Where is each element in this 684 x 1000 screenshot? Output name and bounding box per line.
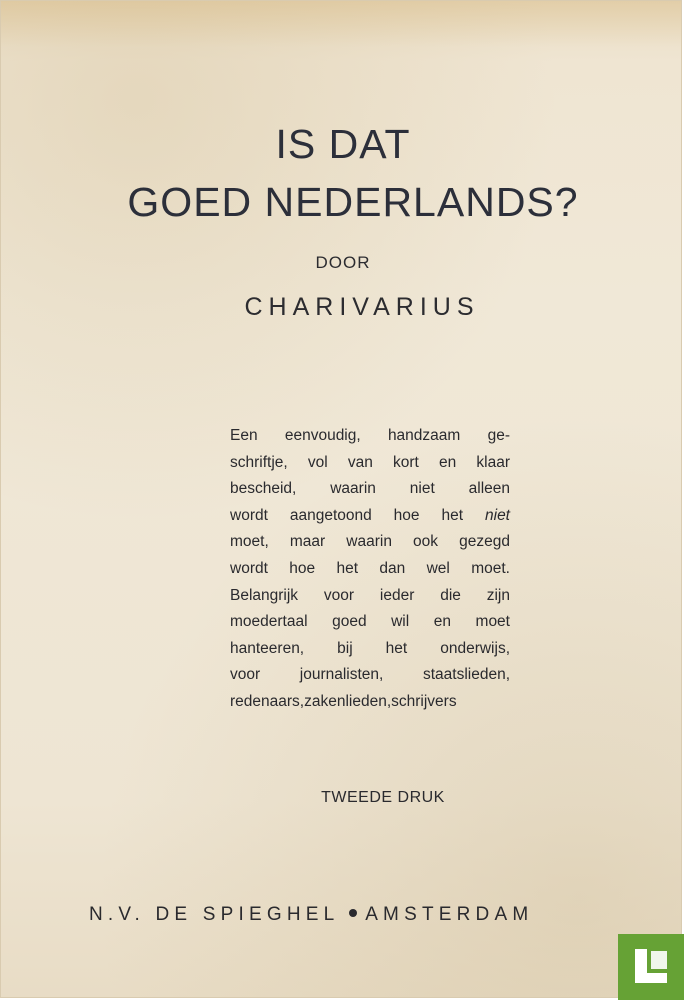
blurb-line: wordt aangetoond hoe het	[230, 506, 464, 524]
blurb-italic-word: niet	[485, 506, 510, 524]
blurb-line: moedertaal goed wil en moet	[230, 613, 510, 631]
blurb-line: bescheid, waarin niet alleen	[230, 480, 510, 498]
cover-top-discoloration	[1, 1, 681, 47]
blurb-line: redenaars,zakenlieden,schrijvers	[230, 692, 457, 710]
publisher-city: AMSTERDAM	[365, 904, 534, 925]
title-line-2: GOED NEDERLANDS?	[127, 179, 579, 225]
blurb-line: schriftje, vol van kort en klaar	[230, 453, 510, 471]
title-line-1: IS DAT	[275, 121, 411, 167]
logo-glyph-icon	[629, 945, 673, 989]
lastdodo-logo-icon	[618, 934, 684, 1000]
blurb-line: hanteeren, bij het onderwijs,	[230, 639, 510, 657]
byline-door: DOOR	[315, 253, 371, 272]
author-name: CHARIVARIUS	[244, 293, 480, 321]
blurb-line: wordt hoe het dan wel moet.	[230, 559, 510, 577]
edition-label: TWEEDE DRUK	[321, 789, 445, 806]
publisher-name: N.V. DE SPIEGHEL	[89, 904, 339, 925]
blurb-line-with-italic	[230, 503, 510, 530]
blurb-line: Belangrijk voor ieder die zijn	[230, 586, 510, 604]
blurb-text	[230, 423, 510, 716]
blurb-line: voor journalisten, staatslieden,	[230, 666, 510, 684]
blurb-line: Een eenvoudig, handzaam ge-	[230, 427, 510, 444]
publisher-line	[89, 904, 637, 926]
blurb-line: moet, maar waarin ook gezegd	[230, 533, 510, 551]
bullet-separator-icon	[349, 909, 357, 917]
